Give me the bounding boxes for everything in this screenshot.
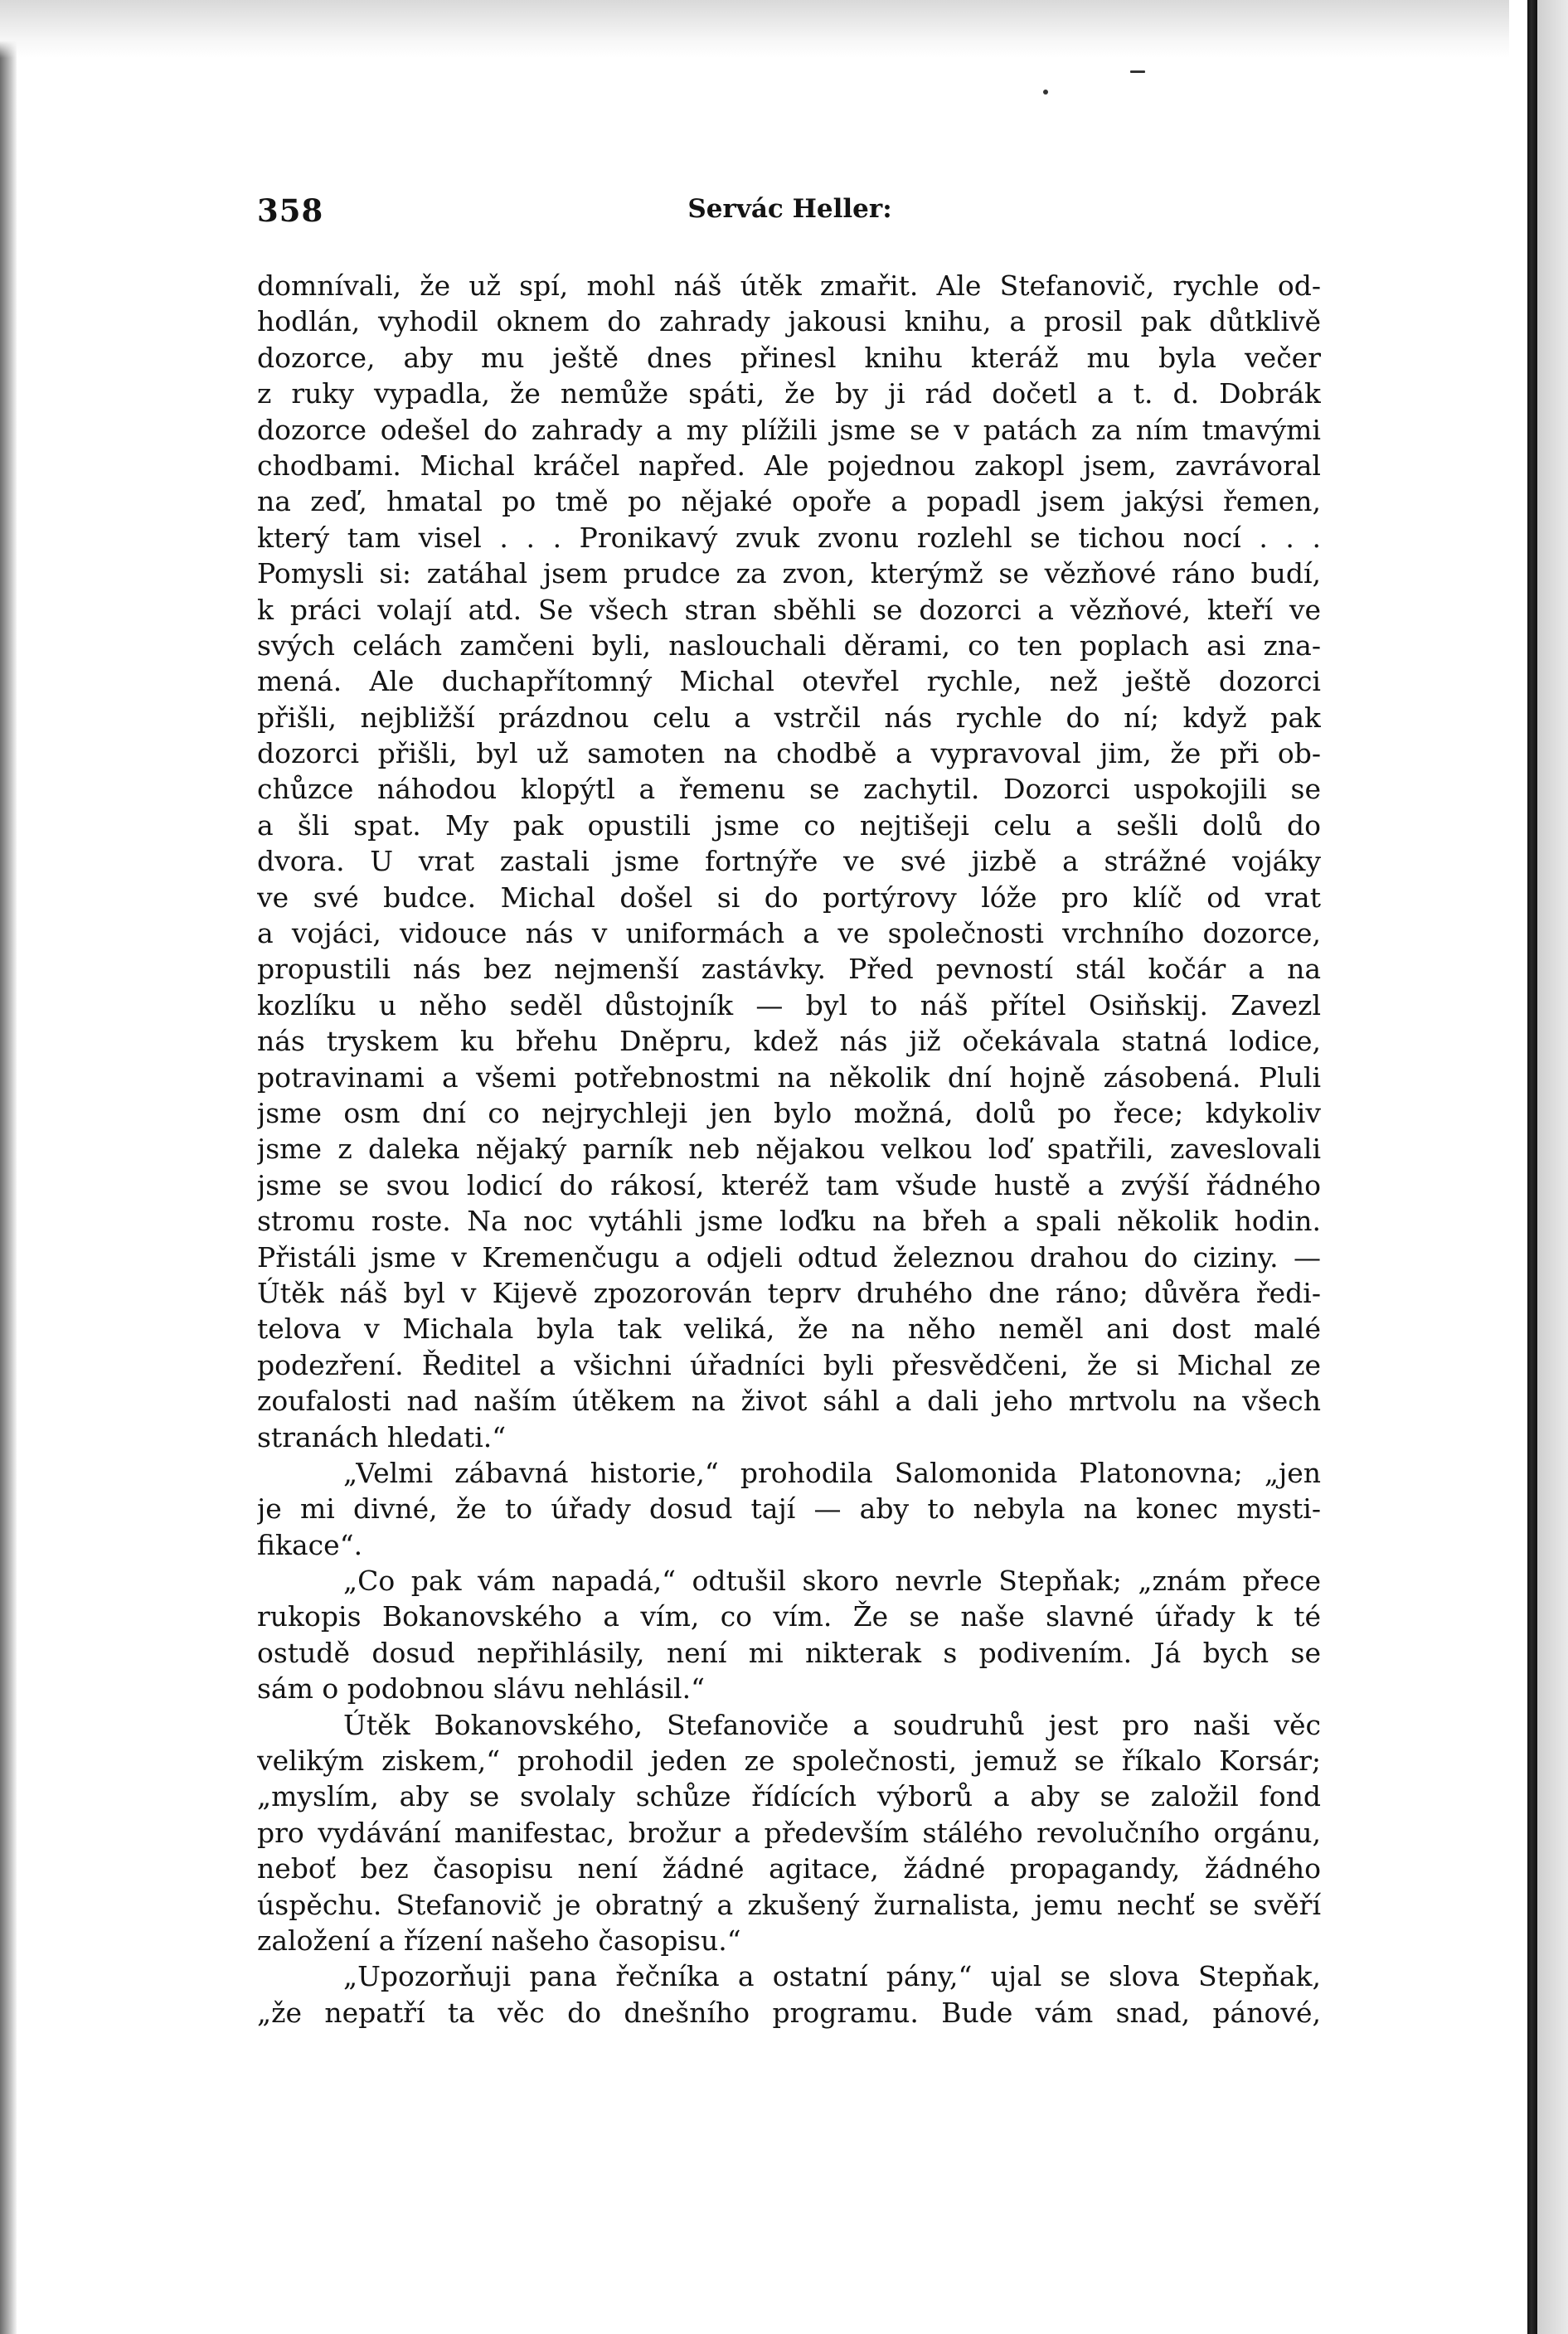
text-line: stranách hledati.“ — [257, 1420, 507, 1453]
text-line: stromu roste. Na noc vytáhli jsme loďku na břeh a spali několik hodin. — [257, 1205, 1321, 1238]
text-line: „že nepatří ta věc do dnešního programu. Bude vám snad, pánové, — [257, 1996, 1321, 2029]
text-line: úspěchu. Stefanovič je obratný a zkušený žurnalista, jemu nechť se svěří — [257, 1888, 1321, 1921]
text-line: Pomysli si: zatáhal jsem prudce za zvon, kterýmž se vězňové ráno budí, — [257, 557, 1321, 590]
binding-edge-line — [1527, 0, 1537, 2334]
text-line: velikým ziskem,“ prohodil jeden ze společnosti, jemuž se říkalo Korsár; — [257, 1744, 1321, 1778]
text-line: potravinami a všemi potřebnostmi na několik dní hojně zásobená. Pluli — [257, 1060, 1321, 1094]
text-line: hodlán, vyhodil oknem do zahrady jakousi knihu, a prosil pak důtklivě — [257, 305, 1321, 338]
page-header — [257, 192, 1323, 232]
text-line: na zeď, hmatal po tmě po nějaké opoře a popadl jsem jakýsi řemen, — [257, 485, 1321, 518]
text-line: sám o podobnou slávu nehlásil.“ — [257, 1672, 705, 1706]
text-line: k práci volají atd. Se všech stran sběhli se dozorci a vězňové, kteří ve — [257, 593, 1321, 626]
text-line: Útěk náš byl v Kijevě zpozorován teprv druhého dne ráno; důvěra ředi- — [257, 1276, 1321, 1309]
text-line: dozorce, aby mu ještě dnes přinesl knihu kteráž mu byla večer — [257, 341, 1321, 374]
text-line: telova v Michala byla tak veliká, že na něho neměl ani dost malé — [257, 1313, 1321, 1346]
text-line: mená. Ale duchapřítomný Michal otevřel rychle, než ještě dozorci — [257, 665, 1321, 698]
text-line: fikace“. — [257, 1528, 363, 1561]
running-title: Servác Heller: — [687, 194, 892, 224]
text-line: chodbami. Michal kráčel napřed. Ale pojednou zakopl jsem, zavrávoral — [257, 449, 1321, 482]
next-page-edge — [1537, 0, 1568, 2334]
page-edge-shadow-left — [0, 0, 17, 2334]
text-line: nás tryskem ku břehu Dněpru, kdež nás již očekávala statná lodice, — [257, 1025, 1321, 1058]
text-line: ostudě dosud nepřihlásily, není mi nikterak s podivením. Já bych se — [257, 1636, 1321, 1669]
text-line: a vojáci, vidouce nás v uniformách a ve společnosti vrchního dozorce, — [257, 917, 1321, 950]
text-line: je mi divné, že to úřady dosud tají — aby to nebyla na konec mysti- — [257, 1492, 1321, 1526]
scan-speck — [1043, 90, 1048, 95]
text-line: zoufalosti nad naším útěkem na život sáhl a dali jeho mrtvolu na všech — [257, 1385, 1321, 1418]
text-line: dozorci přišli, byl už samoten na chodbě a vypravoval jim, že při ob- — [257, 737, 1321, 770]
text-line: „Co pak vám napadá,“ odtušil skoro nevrle Stepňak; „znám přece — [343, 1565, 1321, 1598]
text-line: „Upozorňuji pana řečníka a ostatní pány,“ ujal se slova Stepňak, — [343, 1960, 1321, 1993]
text-line: neboť bez časopisu není žádné agitace, žádné propagandy, žádného — [257, 1852, 1321, 1885]
scan-speck — [1130, 70, 1145, 73]
text-line: jsme se svou lodicí do rákosí, kteréž tam všude hustě a zvýší řádného — [257, 1168, 1321, 1201]
text-line: kozlíku u něho seděl důstojník — byl to náš přítel Osiňskij. Zavezl — [257, 988, 1321, 1021]
text-line: „myslím, aby se svolaly schůze řídících výborů a aby se založil fond — [257, 1780, 1321, 1813]
text-line: „Velmi zábavná historie,“ prohodila Salomonida Platonovna; „jen — [343, 1456, 1321, 1489]
text-line: Přistáli jsme v Kremenčugu a odjeli odtud železnou drahou do ciziny. — — [257, 1240, 1321, 1274]
body-text — [257, 268, 1321, 2031]
text-line: Útěk Bokanovského, Stefanoviče a soudruhů jest pro naši věc — [343, 1708, 1321, 1741]
text-line: ve své budce. Michal došel si do portýrovy lóže pro klíč od vrat — [257, 881, 1321, 914]
text-line: chůzce náhodou klopýtl a řemenu se zachytil. Dozorci uspokojili se — [257, 773, 1321, 806]
text-line: dozorce odešel do zahrady a my plížili jsme se v patách za ním tmavými — [257, 413, 1321, 446]
page-number: 358 — [257, 192, 324, 229]
text-line: propustili nás bez nejmenší zastávky. Před pevností stál kočár a na — [257, 953, 1321, 986]
text-line: dvora. U vrat zastali jsme fortnýře ve své jizbě a strážné vojáky — [257, 845, 1321, 878]
text-line: podezření. Ředitel a všichni úřadníci byli přesvědčeni, že si Michal ze — [257, 1348, 1321, 1381]
page-edge-shadow-top — [0, 0, 1568, 58]
text-line: a šli spat. My pak opustili jsme co nejtišeji celu a sešli dolů do — [257, 808, 1321, 842]
text-line: rukopis Bokanovského a vím, co vím. Že se naše slavné úřady k té — [257, 1600, 1321, 1633]
text-line: svých celách zamčeni byli, naslouchali děrami, co ten poplach asi zna- — [257, 628, 1321, 662]
text-line: který tam visel . . . Pronikavý zvuk zvonu rozlehl se tichou nocí . . . — [257, 521, 1321, 554]
text-line: domnívali, že už spí, mohl náš útěk zmařit. Ale Stefanovič, rychle od- — [257, 269, 1321, 302]
text-line: jsme osm dní co nejrychleji jen bylo možná, dolů po řece; kdykoliv — [257, 1096, 1321, 1129]
text-line: založení a řízení našeho časopisu.“ — [257, 1924, 741, 1957]
text-line: pro vydávání manifestac, brožur a především stálého revolučního orgánu, — [257, 1816, 1321, 1849]
text-line: jsme z daleka nějaký parník neb nějakou velkou loď spatřili, zaveslovali — [257, 1133, 1321, 1166]
text-line: přišli, nejbližší prázdnou celu a vstrčil nás rychle do ní; když pak — [257, 701, 1321, 734]
text-line: z ruky vypadla, že nemůže spáti, že by ji rád dočetl a t. d. Dobrák — [257, 377, 1321, 410]
